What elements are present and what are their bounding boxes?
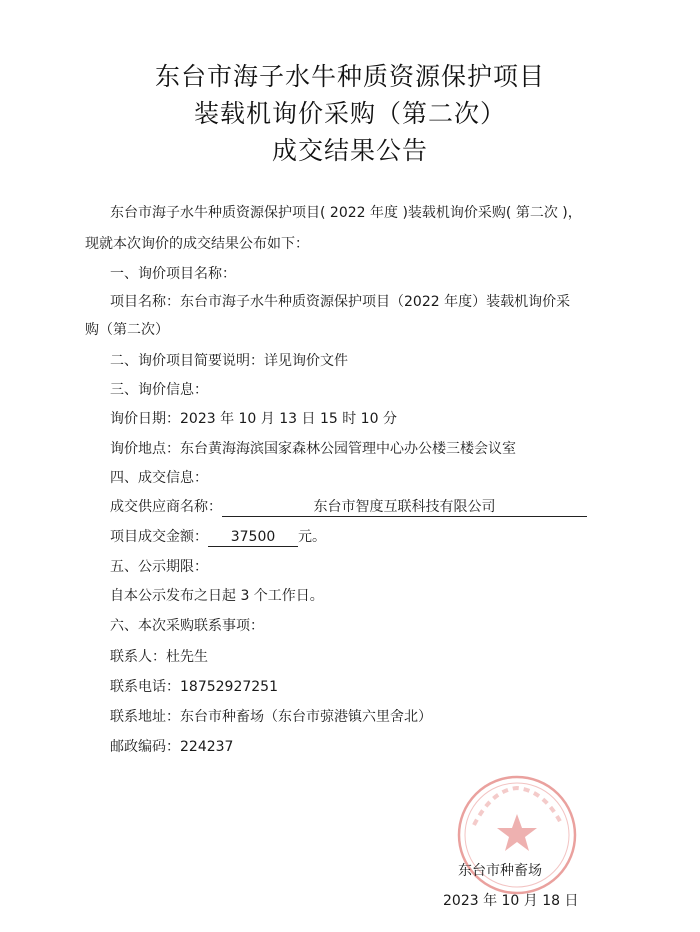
contact-address: 联系地址：东台市种畜场（东台市弶港镇六里舍北） bbox=[110, 709, 432, 725]
signature-org: 东台市种畜场 bbox=[458, 863, 542, 879]
supplier-value: 东台市智度互联科技有限公司 bbox=[222, 498, 587, 517]
section4-heading: 四、成交信息： bbox=[110, 470, 208, 486]
amount-row bbox=[110, 527, 326, 547]
contact-phone: 联系电话：18752927251 bbox=[110, 679, 278, 695]
amount-value: 37500 bbox=[208, 528, 298, 547]
amount-unit: 元。 bbox=[298, 529, 326, 545]
amount-label: 项目成交金额： bbox=[110, 529, 208, 545]
supplier-row bbox=[110, 497, 587, 517]
intro-line-2: 现就本次询价的成交结果公布如下： bbox=[85, 236, 309, 252]
section6-heading: 六、本次采购联系事项： bbox=[110, 618, 264, 634]
supplier-label: 成交供应商名称： bbox=[110, 499, 222, 515]
official-seal-stamp bbox=[452, 770, 582, 900]
section5-heading: 五、公示期限： bbox=[110, 559, 208, 575]
contact-person: 联系人：杜先生 bbox=[110, 649, 208, 665]
title-line-1: 东台市海子水牛种质资源保护项目 bbox=[154, 62, 545, 91]
publicity-period: 自本公示发布之日起 3 个工作日。 bbox=[110, 588, 324, 604]
title-line-2: 装载机询价采购（第二次） bbox=[193, 99, 506, 128]
signature-date: 2023 年 10 月 18 日 bbox=[443, 893, 579, 909]
intro-line-1: 东台市海子水牛种质资源保护项目( 2022 年度 )装载机询价采购( 第二次 )， bbox=[110, 205, 582, 221]
seal-star-icon bbox=[497, 814, 537, 851]
title-line-3: 成交结果公告 bbox=[271, 136, 428, 165]
project-name-line-1: 项目名称：东台市海子水牛种质资源保护项目（2022 年度）装载机询价采 bbox=[110, 294, 571, 310]
project-name-line-2: 购（第二次） bbox=[85, 322, 169, 338]
section1-heading: 一、询价项目名称： bbox=[110, 266, 236, 282]
section3-heading: 三、询价信息： bbox=[110, 382, 208, 398]
inquiry-date: 询价日期：2023 年 10 月 13 日 15 时 10 分 bbox=[110, 411, 397, 427]
inquiry-location: 询价地点：东台黄海海滨国家森林公园管理中心办公楼三楼会议室 bbox=[110, 441, 516, 457]
postcode: 邮政编码：224237 bbox=[110, 739, 234, 755]
section2-heading: 二、询价项目简要说明：详见询价文件 bbox=[110, 353, 348, 369]
